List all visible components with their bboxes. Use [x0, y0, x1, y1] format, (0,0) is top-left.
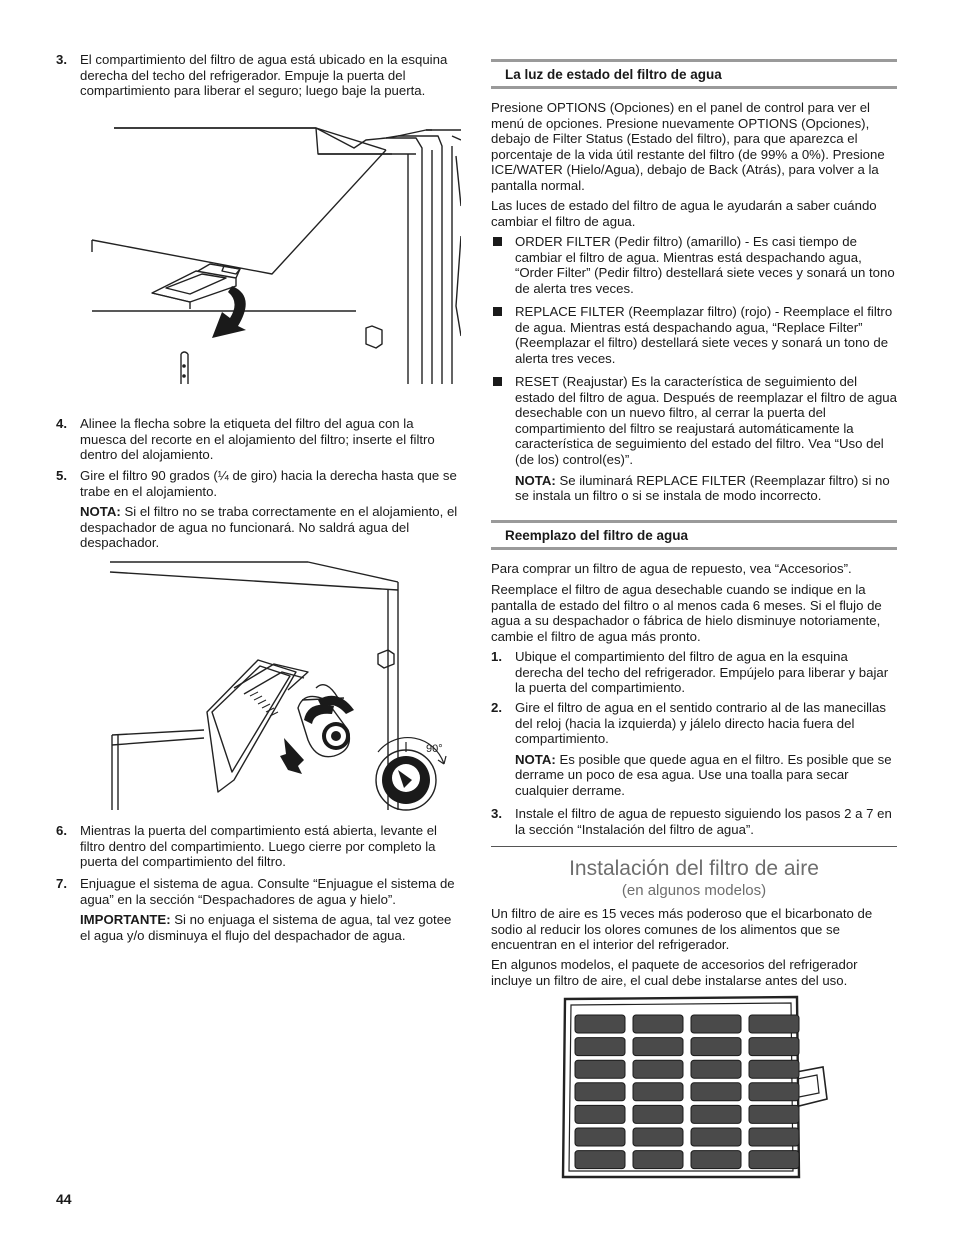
important-label: IMPORTANTE: — [80, 912, 171, 928]
filter-cell — [633, 1060, 683, 1078]
air-filter-subtitle: (en algunos modelos) — [621, 882, 767, 899]
header-rule-top — [491, 520, 897, 523]
step-6 — [56, 823, 461, 870]
filter-cell — [749, 1015, 799, 1033]
filter-cell — [749, 1151, 799, 1169]
bullet-replace-filter — [491, 304, 897, 366]
filter-cell — [749, 1060, 799, 1078]
air-filter-title: Instalación del filtro de aire — [569, 857, 819, 880]
bullet-reset — [491, 374, 897, 504]
page-number: 44 — [56, 1191, 72, 1207]
filter-cell — [691, 1015, 741, 1033]
header-rule-top — [491, 59, 897, 62]
step-number: 3. — [491, 806, 502, 821]
bullet-square-icon — [493, 237, 502, 246]
filter-cell — [575, 1038, 625, 1056]
step-text: El compartimiento del filtro de agua está ubicado en la esquina derecha del techo del refrigerador. Empuje la puerta del compartimiento para liberar el seguro; luego baje la puerta. — [80, 52, 448, 99]
bullet-text: REPLACE FILTER (Reemplazar filtro) (rojo) - Reemplace el filtro de agua. Mientras está despachando agua, “Replace Filter” (Reemplazar el filtro) destellará siete veces y sonará un tono de alerta tres veces. — [515, 304, 893, 366]
step-number: 5. — [56, 468, 67, 483]
filter-cell — [691, 1083, 741, 1101]
header-rule-bottom — [491, 86, 897, 89]
filter-cell — [691, 1128, 741, 1146]
status-paragraph-2: Las luces de estado del filtro de agua le ayudarán a saber cuándo cambiar el filtro de agua. — [491, 198, 877, 229]
replace-paragraph-1: Para comprar un filtro de agua de repuesto, vea “Accesorios”. — [491, 561, 852, 576]
section-title: Reemplazo del filtro de agua — [505, 528, 689, 543]
filter-cell — [575, 1015, 625, 1033]
filter-cell — [691, 1038, 741, 1056]
step-text: Enjuague el sistema de agua. Consulte “Enjuague el sistema de agua” en la sección “Despachadores de agua y hielo”. — [80, 876, 455, 907]
filter-cell — [575, 1105, 625, 1123]
replace-step-1 — [491, 649, 897, 696]
header-rule-bottom — [491, 547, 897, 550]
step-text: Ubique el compartimiento del filtro de agua en la esquina derecha del techo del refrigerador. Empújelo para liberar y bajar la puerta del compartimiento. — [515, 649, 889, 696]
filter-cell — [633, 1105, 683, 1123]
step-text: Instale el filtro de agua de repuesto siguiendo los pasos 2 a 7 en la sección “Instalación del filtro de agua”. — [515, 806, 892, 837]
note-text: Se iluminará REPLACE FILTER (Reemplazar filtro) si no se instala un filtro o si se instala de modo incorrecto. — [515, 472, 890, 504]
replace-step-3 — [491, 806, 897, 837]
note-label: NOTA: — [515, 472, 556, 488]
status-paragraph-1: Presione OPTIONS (Opciones) en el panel de control para ver el menú de opciones. Presione nuevamente OPTIONS (Opciones), debajo de Filter Status (Estado del filtro), para que aparezca el porcentaje de la vida útil restante del filtro (de 99% a 0%). Presione ICE/WATER (Hielo/Agua), debajo de Back (Atrás), para volver a la pantalla normal. — [491, 100, 885, 193]
step-text: Alinee la flecha sobre la etiqueta del filtro del agua con la muesca del recorte en el alojamiento del filtro; inserte el filtro dentro del alojamiento. — [80, 416, 435, 463]
note-text: Es posible que quede agua en el filtro. Es posible que se derrame un poco de esa agua. Use una toalla para secar cualquier derrame. — [515, 751, 892, 798]
bullet-square-icon — [493, 307, 502, 316]
replace-paragraph-2: Reemplace el filtro de agua desechable cuando se indique en la pantalla de estado del filtro o al menos cada 6 meses. Si el flujo de agua a su despachador o fábrica de hielo disminuye notoriamente, cambie el filtro de agua más pronto. — [491, 582, 882, 644]
note-label: NOTA: — [80, 504, 121, 520]
bullet-text: RESET (Reajustar) Es la característica de seguimiento del estado del filtro de agua. Después de reemplazar el filtro de agua desechable con un nuevo filtro, al cerrar la puerta del compartimiento del filtro se reajustará automáticamente la característica de seguimiento del estado del filtro. Vea “Uso del (de los) control(es)”. — [515, 374, 897, 467]
filter-cell — [691, 1105, 741, 1123]
filter-cell — [633, 1038, 683, 1056]
filter-cell — [575, 1083, 625, 1101]
step-7 — [56, 876, 461, 943]
note-text: Si el filtro no se traba correctamente en el alojamiento, el despachador de agua no funcionará. No saldrá agua del despachador. — [80, 504, 458, 551]
filter-cell — [575, 1060, 625, 1078]
filter-insertion-illustration — [108, 560, 461, 812]
filter-cell — [749, 1105, 799, 1123]
replace-step-2-note — [515, 752, 897, 799]
filter-cell — [749, 1038, 799, 1056]
filter-cell — [575, 1128, 625, 1146]
bullet-text: ORDER FILTER (Pedir filtro) (amarillo) - Es casi tiempo de cambiar el filtro de agua. Mientras está despachando agua, “Order Filter” (Pedir filtro) destellará siete veces y sonará un tono de alerta tres veces. — [515, 234, 895, 296]
bullet-square-icon — [493, 377, 502, 386]
section-header-replace-filter — [491, 520, 897, 550]
filter-cell — [633, 1128, 683, 1146]
step-text: Gire el filtro de agua en el sentido contrario al de las manecillas del reloj (hacia la izquierda) y jálelo directo hacia fuera del compartimiento. — [515, 700, 886, 747]
step-number: 7. — [56, 876, 67, 891]
section-divider — [491, 846, 897, 847]
step-text: Mientras la puerta del compartimiento está abierta, levante el filtro dentro del compartimiento. Luego cierre por completo la puerta del compartimiento del filtro. — [80, 823, 437, 870]
step-text: Gire el filtro 90 grados (¼ de giro) hacia la derecha hasta que se trabe en el alojamiento. — [80, 468, 457, 499]
filter-cell — [633, 1015, 683, 1033]
important-note — [80, 912, 461, 943]
step-number: 6. — [56, 823, 67, 838]
step-3 — [56, 52, 461, 99]
important-text: Si no enjuaga el sistema de agua, tal vez gotee el agua y/o disminuya el flujo del despachador de agua. — [80, 912, 452, 943]
step-number: 1. — [491, 649, 502, 664]
step-5 — [56, 468, 461, 551]
filter-cell — [691, 1151, 741, 1169]
filter-cell — [749, 1128, 799, 1146]
note-label: NOTA: — [515, 751, 556, 767]
air-paragraph-2: En algunos modelos, el paquete de accesorios del refrigerador incluye un filtro de aire, el cual debe instalarse antes del uso. — [491, 957, 858, 988]
section-header-status-light — [491, 59, 897, 89]
filter-cell — [691, 1060, 741, 1078]
replace-step-2 — [491, 700, 897, 799]
section-title: La luz de estado del filtro de agua — [505, 67, 722, 82]
step-4 — [56, 416, 461, 463]
air-filter-illustration — [561, 995, 831, 1181]
air-paragraph-1: Un filtro de aire es 15 veces más poderoso que el bicarbonato de sodio al reducir los olores comunes de los alimentos que se encuentran en el interior del refrigerador. — [491, 906, 873, 953]
filter-cell — [633, 1083, 683, 1101]
step-5-note — [80, 504, 461, 551]
reset-note — [515, 473, 897, 504]
step-number: 3. — [56, 52, 67, 67]
step-number: 4. — [56, 416, 67, 431]
filter-cell — [575, 1151, 625, 1169]
compartment-door-illustration — [86, 126, 461, 388]
filter-cell — [633, 1151, 683, 1169]
filter-cell — [749, 1083, 799, 1101]
step-number: 2. — [491, 700, 502, 715]
angle-label: 90° — [426, 743, 443, 755]
bullet-order-filter — [491, 234, 897, 296]
